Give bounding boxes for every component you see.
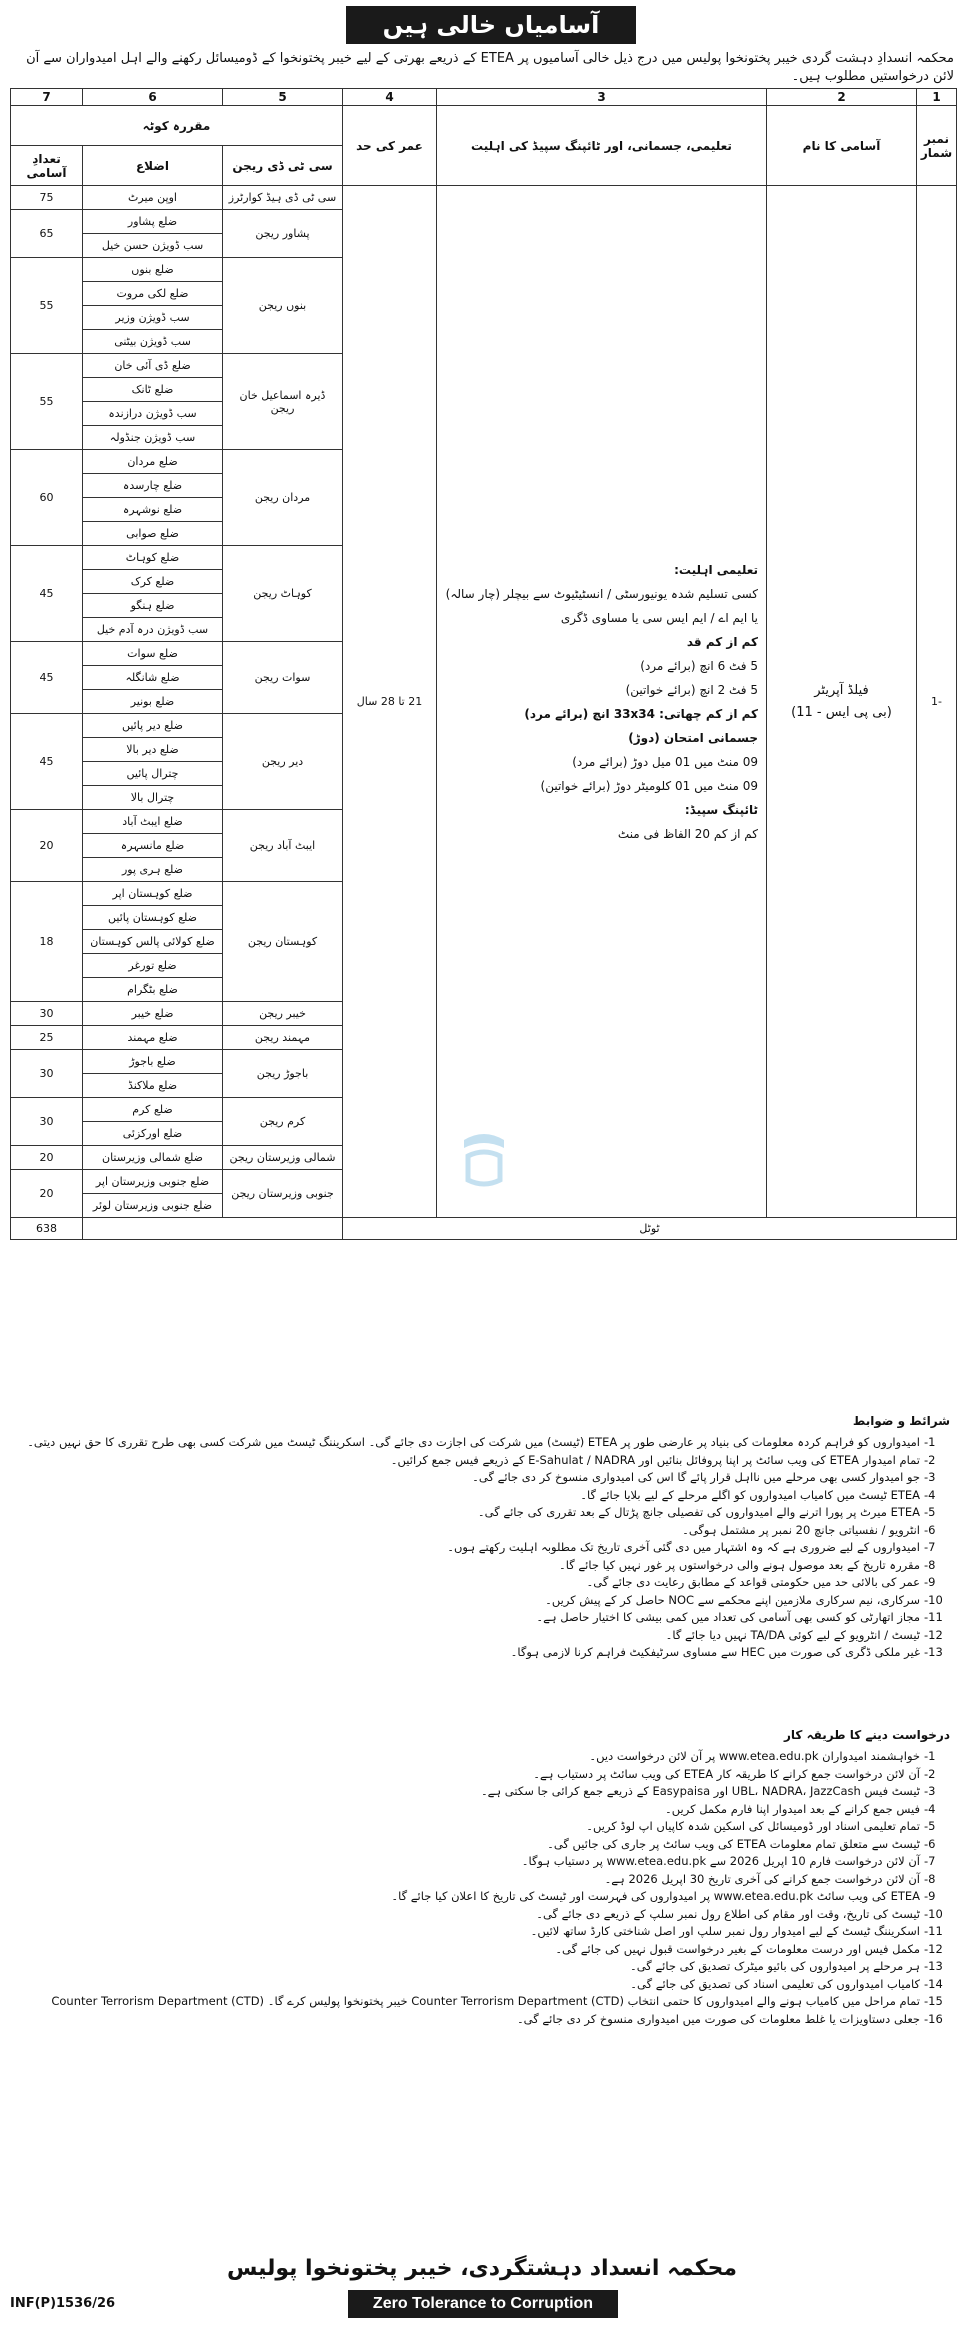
column-number: 7 xyxy=(11,89,83,106)
application-item-number: -11 xyxy=(924,1924,943,1938)
application-item-text: ہر مرحلے پر امیدواروں کی بائیو میٹرک تصدیق کی جائے گی۔ xyxy=(629,1959,920,1973)
application-item-text: آن لائن درخواست جمع کرانے کی آخری تاریخ 30 اپریل 2026 ہے۔ xyxy=(604,1871,920,1886)
header-serial: نمبر شمار xyxy=(917,106,957,186)
region-cell: مہمند ریجن xyxy=(223,1026,343,1050)
header-post: آسامی کا نام xyxy=(767,106,917,186)
condition-item-number: -2 xyxy=(924,1452,936,1467)
application-item-text: ٹیسٹ کی تاریخ، وقت اور مقام کی اطلاع رول نمبر سلپ کے ذریعے دی جائے گی۔ xyxy=(536,1906,920,1921)
qualification-physical-head: جسمانی امتحان (دوڑ) xyxy=(628,730,758,745)
application-item-text: تمام تعلیمی اسناد اور ڈومیسائل کی اسکین شدہ کاپیاں اپ لوڈ کریں۔ xyxy=(586,1819,920,1833)
district-cell: ضلع شانگلہ xyxy=(83,666,223,690)
condition-item-number: -13 xyxy=(924,1645,943,1659)
application-item-text: کامیاب امیدواروں کی تعلیمی اسناد کی تصدیق کی جائے گی۔ xyxy=(630,1976,920,1991)
district-cell: اوپن میرٹ xyxy=(83,186,223,210)
region-cell: دیر ریجن xyxy=(223,714,343,810)
post-name-line: فیلڈ آپریٹر xyxy=(814,682,869,698)
column-number: 1 xyxy=(917,89,957,106)
count-cell: 75 xyxy=(11,186,83,210)
application-item-number: -15 xyxy=(924,1994,943,2008)
table-row xyxy=(11,186,957,210)
count-cell: 55 xyxy=(11,258,83,354)
condition-item-text: امیدواروں کو فراہم کردہ معلومات کی بنیاد پر عارضی طور پر ETEA (ٹیسٹ) میں شرکت کی اجازت دی جائے گی۔ اسکریننگ ٹیسٹ میں شرکت کسی بھی طرح تقرری کا حق نہیں دیتی۔ xyxy=(27,1435,920,1449)
qualification-cell xyxy=(437,186,767,1218)
condition-item-text: ETEA میرٹ پر پورا اترنے والے امیدواروں کی تفصیلی جانچ پڑتال کے بعد تقرری کی جائے گی۔ xyxy=(477,1505,920,1519)
district-cell: ضلع کولائی پالس کوہستان xyxy=(83,930,223,954)
district-cell: ضلع بنوں xyxy=(83,258,223,282)
district-cell: سب ڈویژن حسن خیل xyxy=(83,234,223,258)
count-cell: 60 xyxy=(11,450,83,546)
condition-item-text: عمر کی بالائی حد میں حکومتی قواعد کے مطابق رعایت دی جائے گی۔ xyxy=(586,1575,920,1589)
district-cell: ضلع کرم xyxy=(83,1098,223,1122)
condition-item xyxy=(10,1574,950,1592)
post-cell xyxy=(767,186,917,1218)
header-distribution: مقررہ کوٹہ xyxy=(11,106,343,146)
condition-item-text: مجاز اتھارٹی کو کسی بھی آسامی کی تعداد میں کمی بیشی کا اختیار حاصل ہے۔ xyxy=(536,1610,920,1624)
application-item-number: -1 xyxy=(924,1749,936,1763)
header-district: اضلاع xyxy=(83,146,223,186)
district-cell: ضلع مردان xyxy=(83,450,223,474)
district-cell: ضلع جنوبی وزیرستان اپر xyxy=(83,1170,223,1194)
condition-item-number: -3 xyxy=(924,1470,936,1484)
qualification-typing-text: کم از کم 20 الفاظ فی منٹ xyxy=(617,826,758,841)
district-cell: ضلع شمالی وزیرستان xyxy=(83,1146,223,1170)
column-number: 6 xyxy=(83,89,223,106)
application-item xyxy=(10,1958,950,1976)
qualification-typing-head: ٹائپنگ سپیڈ: xyxy=(684,802,758,817)
count-cell: 25 xyxy=(11,1026,83,1050)
application-item-number: -16 xyxy=(924,2011,943,2026)
district-cell: ضلع مانسہرہ xyxy=(83,834,223,858)
condition-item-text: تمام امیدوار ETEA کی ویب سائٹ پر اپنا پروفائل بنائیں اور E-Sahulat / NADRA کے ذریعے فیس جمع کرائیں۔ xyxy=(390,1452,920,1467)
region-cell: کرم ریجن xyxy=(223,1098,343,1146)
condition-item xyxy=(10,1627,950,1645)
column-number: 5 xyxy=(223,89,343,106)
region-cell: سی ٹی ڈی ہیڈ کوارٹرز xyxy=(223,186,343,210)
application-item-number: -5 xyxy=(924,1819,936,1833)
condition-item-number: -11 xyxy=(924,1610,943,1624)
district-cell: سب ڈویژن بیٹنی xyxy=(83,330,223,354)
district-cell: ضلع کوہستان پائیں xyxy=(83,906,223,930)
application-item-number: -10 xyxy=(924,1906,943,1921)
qualification-height-male: 5 فٹ 6 انچ (برائے مرد) xyxy=(640,658,758,673)
condition-item xyxy=(10,1487,950,1505)
application-item xyxy=(10,1766,950,1784)
application-item-text: تمام مراحل میں کامیاب ہونے والے امیدواروں کا حتمی انتخاب Counter Terrorism Department (CTD) خیبر پختونخوا پولیس کرے گا۔ Counter Terrorism Department (CTD) xyxy=(51,1994,920,2008)
district-cell: چترال پائیں xyxy=(83,762,223,786)
application-item xyxy=(10,1993,950,2011)
district-cell: ضلع خیبر xyxy=(83,1002,223,1026)
district-cell: سب ڈویژن درہ آدم خیل xyxy=(83,618,223,642)
header-region: سی ٹی ڈی ریجن xyxy=(223,146,343,186)
application-item xyxy=(10,1976,950,1994)
application-list xyxy=(10,1748,950,2028)
application-item xyxy=(10,1888,950,1906)
district-cell: ضلع کرک xyxy=(83,570,223,594)
etea-logo-icon xyxy=(454,1126,514,1190)
total-row xyxy=(11,1218,957,1240)
condition-item-number: -6 xyxy=(924,1522,936,1537)
condition-item-number: -7 xyxy=(924,1540,936,1554)
total-label: ٹوٹل xyxy=(343,1218,957,1240)
count-cell: 20 xyxy=(11,810,83,882)
district-cell: ضلع ٹانک xyxy=(83,378,223,402)
vacancy-table-body xyxy=(11,186,957,1240)
district-cell: سب ڈویژن وزیر xyxy=(83,306,223,330)
condition-item-number: -5 xyxy=(924,1505,936,1519)
column-number: 4 xyxy=(343,89,437,106)
application-item-text: جعلی دستاویزات یا غلط معلومات کی صورت میں امیدواری منسوخ کر دی جائے گی۔ xyxy=(516,2011,920,2026)
column-header-row xyxy=(11,106,957,146)
application-item-text: مکمل فیس اور درست معلومات کے بغیر درخواست قبول نہیں کی جائے گی۔ xyxy=(555,1941,920,1956)
district-cell: ضلع جنوبی وزیرستان لوئر xyxy=(83,1194,223,1218)
condition-item-number: -9 xyxy=(924,1575,936,1589)
condition-item-text: مقررہ تاریخ کے بعد موصول ہونے والی درخواستوں پر غور نہیں کیا جائے گا۔ xyxy=(559,1557,920,1572)
district-cell: ضلع دیر پائیں xyxy=(83,714,223,738)
application-item-text: ٹیسٹ سے متعلق تمام معلومات ETEA کی ویب سائٹ پر جاری کی جائیں گی۔ xyxy=(547,1836,920,1851)
qualification-edu-text: کسی تسلیم شدہ یونیورسٹی / انسٹیٹیوٹ سے بیچلر (چار سالہ) یا ایم اے / ایم ایس سی یا مساوی ڈگری xyxy=(445,586,758,625)
column-number-row xyxy=(11,89,957,106)
qualification-run-male: 09 منٹ میں 01 میل دوڑ (برائے مرد) xyxy=(572,754,758,769)
region-cell: سوات ریجن xyxy=(223,642,343,714)
count-cell: 45 xyxy=(11,546,83,642)
application-item xyxy=(10,2011,950,2029)
region-cell: کوہستان ریجن xyxy=(223,882,343,1002)
condition-item xyxy=(10,1592,950,1610)
district-cell: ضلع نوشہرہ xyxy=(83,498,223,522)
qualification-height-female: 5 فٹ 2 انچ (برائے خواتین) xyxy=(625,682,758,697)
header-qualification: تعلیمی، جسمانی، اور ٹائپنگ سپیڈ کی اہلیت xyxy=(437,106,767,186)
district-cell: ضلع ہری پور xyxy=(83,858,223,882)
count-cell: 30 xyxy=(11,1002,83,1026)
condition-item-number: -10 xyxy=(924,1592,943,1607)
application-item xyxy=(10,1871,950,1889)
condition-item-number: -12 xyxy=(924,1627,943,1642)
total-blank xyxy=(83,1218,343,1240)
application-item xyxy=(10,1941,950,1959)
application-item-text: آن لائن درخواست جمع کرانے کا طریقہ کار ETEA کی ویب سائٹ پر دستیاب ہے۔ xyxy=(533,1766,920,1781)
condition-item-text: غیر ملکی ڈگری کی صورت میں HEC سے مساوی سرٹیفکیٹ فراہم کرنا لازمی ہوگا۔ xyxy=(510,1645,920,1659)
condition-item xyxy=(10,1644,950,1662)
application-item-number: -14 xyxy=(924,1976,943,1991)
column-number: 2 xyxy=(767,89,917,106)
count-cell: 30 xyxy=(11,1098,83,1146)
header-count: تعدادِ آسامی xyxy=(11,146,83,186)
district-cell: ضلع اورکزئی xyxy=(83,1122,223,1146)
region-cell: پشاور ریجن xyxy=(223,210,343,258)
application-item-text: اسکریننگ ٹیسٹ کے لیے امیدوار رول نمبر سلپ اور اصل شناختی کارڈ ساتھ لائیں۔ xyxy=(530,1924,920,1938)
region-cell: بنوں ریجن xyxy=(223,258,343,354)
condition-item xyxy=(10,1557,950,1575)
vacancy-table xyxy=(10,88,957,1240)
condition-item xyxy=(10,1434,950,1452)
serial-cell: -1 xyxy=(917,186,957,1218)
region-cell: شمالی وزیرستان ریجن xyxy=(223,1146,343,1170)
page-title: آسامیاں خالی ہیں xyxy=(346,6,636,44)
header-age: عمر کی حد xyxy=(343,106,437,186)
count-cell: 18 xyxy=(11,882,83,1002)
application-item-number: -12 xyxy=(924,1941,943,1956)
application-item xyxy=(10,1836,950,1854)
organization-name: محکمہ انسداد دہشتگردی، خیبر پختونخوا پولیس xyxy=(226,2256,737,2281)
count-cell: 45 xyxy=(11,642,83,714)
condition-item-text: جو امیدوار کسی بھی مرحلے میں نااہل قرار پائے گا اس کی امیدواری منسوخ کر دی جائے گی۔ xyxy=(472,1470,920,1484)
count-cell: 45 xyxy=(11,714,83,810)
condition-item-text: سرکاری، نیم سرکاری ملازمین اپنے محکمے سے NOC حاصل کر کے پیش کریں۔ xyxy=(545,1592,920,1607)
condition-item-number: -1 xyxy=(924,1435,936,1449)
application-item-number: -13 xyxy=(924,1959,943,1973)
application-item-number: -8 xyxy=(924,1871,936,1886)
district-cell: ضلع مہمند xyxy=(83,1026,223,1050)
region-cell: ڈیرہ اسماعیل خان ریجن xyxy=(223,354,343,450)
application-item-number: -4 xyxy=(924,1801,936,1816)
region-cell: جنوبی وزیرستان ریجن xyxy=(223,1170,343,1218)
condition-item xyxy=(10,1522,950,1540)
district-cell: سب ڈویژن جنڈولہ xyxy=(83,426,223,450)
application-item-number: -6 xyxy=(924,1836,936,1851)
application-item xyxy=(10,1923,950,1941)
slogan-banner: Zero Tolerance to Corruption xyxy=(348,2290,618,2318)
district-cell: سب ڈویژن درازندہ xyxy=(83,402,223,426)
condition-item xyxy=(10,1452,950,1470)
district-cell: ضلع ڈی آئی خان xyxy=(83,354,223,378)
condition-item-number: -4 xyxy=(924,1487,936,1502)
count-cell: 20 xyxy=(11,1170,83,1218)
region-cell: باجوڑ ریجن xyxy=(223,1050,343,1098)
district-cell: ضلع باجوڑ xyxy=(83,1050,223,1074)
qualification-height-head: کم از کم قد xyxy=(686,634,758,649)
region-cell: کوہاٹ ریجن xyxy=(223,546,343,642)
district-cell: ضلع بٹگرام xyxy=(83,978,223,1002)
post-name-line: (بی پی ایس - 11) xyxy=(791,704,892,720)
district-cell: ضلع بونیر xyxy=(83,690,223,714)
application-item xyxy=(10,1906,950,1924)
qualification-chest-head: کم از کم چھاتی: 33x34 انچ (برائے مرد) xyxy=(524,706,758,721)
count-cell: 55 xyxy=(11,354,83,450)
district-cell: ضلع کوہاٹ xyxy=(83,546,223,570)
age-cell: 21 تا 28 سال xyxy=(343,186,437,1218)
application-item xyxy=(10,1853,950,1871)
district-cell: ضلع صوابی xyxy=(83,522,223,546)
district-cell: ضلع چارسدہ xyxy=(83,474,223,498)
qualification-run-female: 09 منٹ میں 01 کلومیٹر دوڑ (برائے خواتین) xyxy=(540,778,758,793)
count-cell: 65 xyxy=(11,210,83,258)
reference-number: INF(P)1536/26 xyxy=(10,2296,116,2311)
district-cell: ضلع پشاور xyxy=(83,210,223,234)
district-cell: ضلع ملاکنڈ xyxy=(83,1074,223,1098)
application-item xyxy=(10,1783,950,1801)
application-item-text: ETEA کی ویب سائٹ www.etea.edu.pk پر امیدواروں کی فہرست اور ٹیسٹ کی تاریخ کا اعلان کیا جائے گا۔ xyxy=(391,1889,920,1903)
application-item-text: فیس جمع کرانے کے بعد امیدوار اپنا فارم مکمل کریں۔ xyxy=(665,1801,920,1816)
region-cell: مردان ریجن xyxy=(223,450,343,546)
application-item xyxy=(10,1801,950,1819)
district-cell: ضلع سوات xyxy=(83,642,223,666)
intro-text: محکمہ انسدادِ دہشت گردی خیبر پختونخوا پولیس میں درج ذیل خالی آسامیوں پر ETEA کے ذریعے بھرتی کے لیے خیبر پختونخوا کے ڈومیسائل رکھنے والے اہل امیدواران سے آن لائن درخواستیں مطلوب ہیں۔ xyxy=(26,51,954,84)
total-count: 638 xyxy=(11,1218,83,1240)
region-cell: ایبٹ آباد ریجن xyxy=(223,810,343,882)
condition-item xyxy=(10,1609,950,1627)
application-heading: درخواست دینے کا طریقہ کار xyxy=(784,1728,950,1742)
application-item xyxy=(10,1748,950,1766)
district-cell: ضلع لکی مروت xyxy=(83,282,223,306)
conditions-heading: شرائط و ضوابط xyxy=(852,1414,950,1428)
region-cell: خیبر ریجن xyxy=(223,1002,343,1026)
application-item-text: خواہشمند امیدواران www.etea.edu.pk پر آن لائن درخواست دیں۔ xyxy=(589,1749,920,1763)
condition-item xyxy=(10,1504,950,1522)
district-cell: ضلع دیر بالا xyxy=(83,738,223,762)
district-cell: چترال بالا xyxy=(83,786,223,810)
condition-item xyxy=(10,1469,950,1487)
application-item-number: -7 xyxy=(924,1854,936,1868)
application-item-text: ٹیسٹ فیس UBL، NADRA، JazzCash اور Easypaisa کے ذریعے جمع کرائی جا سکتی ہے۔ xyxy=(480,1784,920,1798)
district-cell: ضلع ہنگو xyxy=(83,594,223,618)
count-cell: 30 xyxy=(11,1050,83,1098)
condition-item-number: -8 xyxy=(924,1557,936,1572)
advertisement xyxy=(6,6,958,2318)
district-cell: ضلع کوہستان اپر xyxy=(83,882,223,906)
condition-item xyxy=(10,1539,950,1557)
application-item-number: -9 xyxy=(924,1889,936,1903)
application-item xyxy=(10,1818,950,1836)
condition-item-text: امیدواروں کے لیے ضروری ہے کہ وہ اشتہار میں دی گئی آخری تاریخ تک مطلوبہ اہلیت رکھتے ہوں۔ xyxy=(447,1540,920,1554)
conditions-list xyxy=(10,1434,950,1662)
condition-item-text: ETEA ٹیسٹ میں کامیاب امیدواروں کو اگلے مرحلے کے لیے بلایا جائے گا۔ xyxy=(580,1487,920,1502)
column-number: 3 xyxy=(437,89,767,106)
count-cell: 20 xyxy=(11,1146,83,1170)
district-cell: ضلع ایبٹ آباد xyxy=(83,810,223,834)
condition-item-text: ٹیسٹ / انٹرویو کے لیے کوئی TA/DA نہیں دیا جائے گا۔ xyxy=(665,1627,920,1642)
district-cell: ضلع تورغر xyxy=(83,954,223,978)
qualification-edu-head: تعلیمی اہلیت: xyxy=(674,562,758,577)
application-item-number: -2 xyxy=(924,1766,936,1781)
application-item-number: -3 xyxy=(924,1784,936,1798)
application-item-text: آن لائن درخواست فارم 10 اپریل 2026 سے www.etea.edu.pk پر دستیاب ہوگا۔ xyxy=(521,1854,920,1868)
condition-item-text: انٹرویو / نفسیاتی جانچ 20 نمبر پر مشتمل ہوگی۔ xyxy=(682,1522,920,1537)
